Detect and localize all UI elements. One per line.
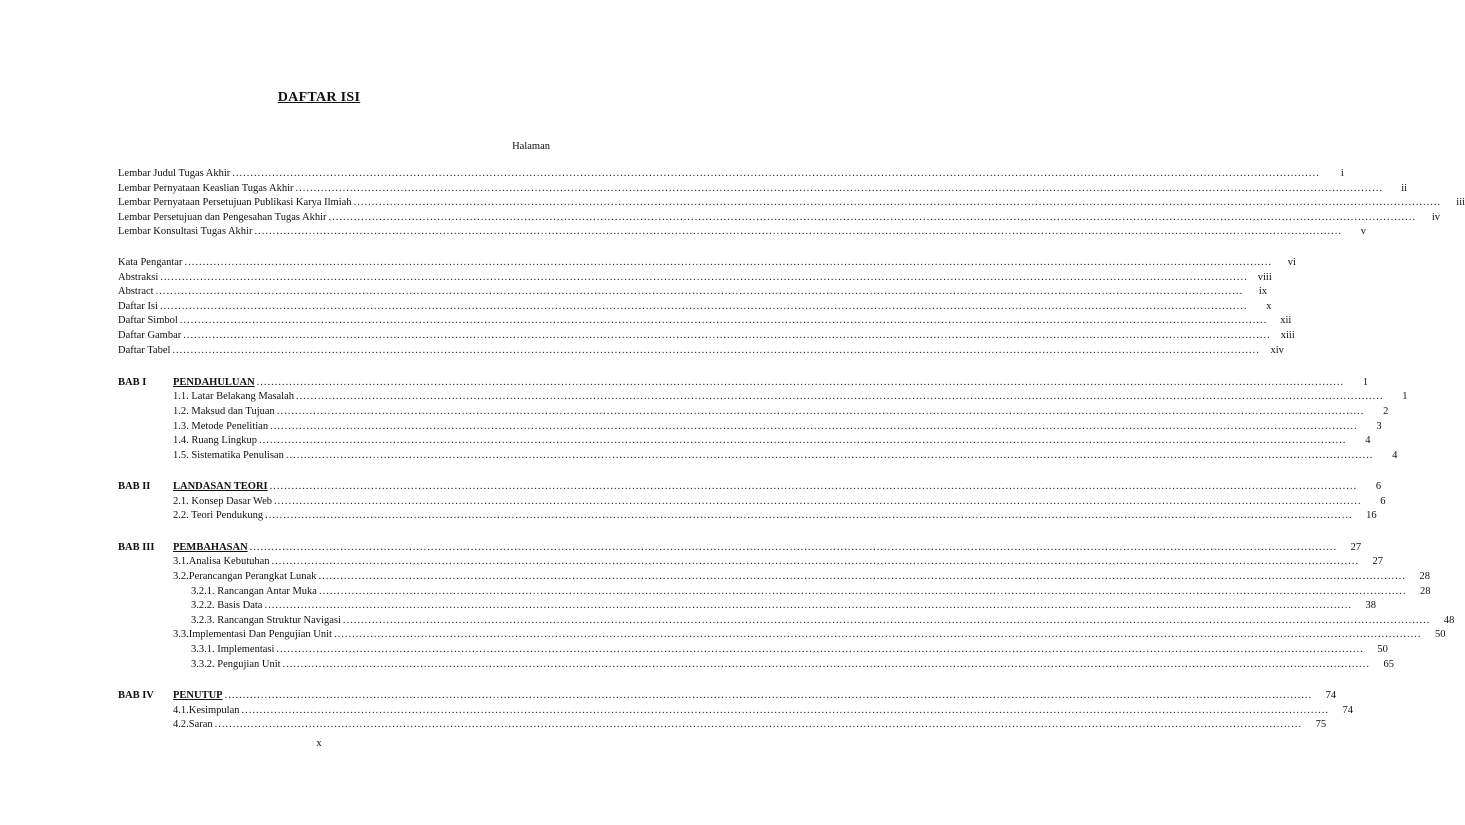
front-matter-entry [118,182,1408,196]
toc-entry-page: 4 [1392,449,1398,461]
toc-entry-label: Daftar Isi [118,300,158,312]
document-title: DAFTAR ISI [277,90,361,105]
section-entry [191,599,1376,613]
toc-entry-label: Daftar Gambar [118,330,182,342]
toc-entry-label: Daftar Tabel [118,344,171,356]
toc-entry-page: i [1340,168,1344,179]
preliminary-entry [118,314,1292,328]
dot-leader: ............................................................................................................................................................................................................................................................................................................ [342,614,1431,626]
chapter-number: BAB III [118,541,155,553]
dot-leader: ............................................................................................................................................................................................................................................................................................................ [249,541,1338,553]
preliminary-entry [118,344,1284,358]
chapter-number: BAB II [118,481,151,493]
front-matter-entry [118,211,1441,225]
toc-entry-label: 1.2. Maksud dan Tujuan [173,405,275,417]
toc-entry-page: 74 [1325,689,1337,701]
toc-entry-label: 1.5. Sistematika Penulisan [173,449,284,461]
dot-leader: ............................................................................................................................................................................................................................................................................................................ [295,182,1384,194]
preliminary-entry [118,329,1295,343]
section-entry [173,449,1398,463]
toc-entry-label: 3.2.Perancangan Perangkat Lunak [173,570,317,582]
dot-leader: ............................................................................................................................................................................................................................................................................................................ [318,585,1407,597]
toc-entry-page: 38 [1365,600,1376,612]
preliminary-entry [118,256,1296,270]
toc-entry-label: 3.2.2. Basis Data [191,600,263,612]
toc-entry-label: 4.1.Kesimpulan [173,704,240,716]
toc-entry-page: 3 [1376,420,1382,432]
chapter-title: LANDASAN TEORI [173,481,268,493]
dot-leader: ............................................................................................................................................................................................................................................................................................................ [328,211,1417,223]
toc-entry-label: 3.2.3. Rancangan Struktur Navigasi [191,614,341,626]
toc-entry-page: xiii [1280,330,1295,342]
toc-entry-label: Daftar Simbol [118,315,178,327]
section-entry [173,420,1382,434]
section-entry [173,718,1327,732]
toc-entry-label: 2.1. Konsep Dasar Web [173,495,272,507]
toc-entry-label: Abstraksi [118,271,159,283]
preliminary-entry [118,285,1268,299]
toc-entry-page: 16 [1366,510,1377,522]
toc-entry-page: 48 [1443,614,1455,626]
chapter-title: PENUTUP [173,689,223,701]
toc-entry-page: viii [1257,271,1272,283]
page-column-header: Halaman [512,141,550,152]
toc-entry-page: x [1266,300,1272,312]
toc-entry-label: Lembar Konsultasi Tugas Akhir [118,226,253,238]
toc-entry-label: Kata Pengantar [118,257,183,269]
toc-entry-label: Lembar Pernyataan Keaslian Tugas Akhir [118,182,294,194]
front-matter-entry [118,196,1465,210]
section-entry [173,390,1408,404]
toc-entry-page: 28 [1419,570,1430,582]
section-entry [173,628,1446,642]
dot-leader: ............................................................................................................................................................................................................................................................................................................ [333,629,1422,641]
dot-leader: ............................................................................................................................................................................................................................................................................................................ [232,168,1320,179]
toc-entry-label: 3.3.Implementasi Dan Pengujian Unit [173,629,332,641]
dot-leader: ............................................................................................................................................................................................................................................................................................................ [353,197,1442,209]
toc-entry-page: 2 [1383,405,1389,417]
dot-leader: ............................................................................................................................................................................................................................................................................................................ [172,344,1260,356]
dot-leader: ............................................................................................................................................................................................................................................................................................................ [224,689,1313,701]
dot-leader: ............................................................................................................................................................................................................................................................................................................ [265,510,1353,522]
toc-entry-page: 28 [1419,585,1431,597]
dot-leader: ............................................................................................................................................................................................................................................................................................................ [159,300,1248,312]
chapter-entry [173,689,1337,703]
dot-leader: ............................................................................................................................................................................................................................................................................................................ [276,405,1365,417]
toc-entry-page: 27 [1372,556,1384,568]
section-entry [191,643,1388,657]
dot-leader: ............................................................................................................................................................................................................................................................................................................ [256,376,1345,388]
section-entry [191,614,1455,628]
chapter-title: PENDAHULUAN [173,376,255,388]
toc-entry-label: Lembar Judul Tugas Akhir [118,168,231,179]
page-number: x [316,738,322,749]
toc-entry-label: Lembar Pernyataan Persetujuan Publikasi Karya Ilmiah [118,197,352,209]
toc-entry-page: 74 [1342,704,1353,716]
toc-entry-label: Lembar Persetujuan dan Pengesahan Tugas Akhir [118,211,327,223]
dot-leader: ............................................................................................................................................................................................................................................................................................................ [318,570,1406,582]
toc-entry-label: 3.3.1. Implementasi [191,643,275,655]
toc-entry-label: Abstract [118,286,154,298]
toc-entry-page: vi [1287,257,1296,269]
section-entry [173,555,1384,569]
front-matter-entry [118,167,1344,181]
toc-entry-label: 2.2. Teori Pendukung [173,510,264,522]
chapter-entry [173,376,1369,390]
dot-leader: ............................................................................................................................................................................................................................................................................................................ [184,257,1272,269]
toc-entry-page: iv [1431,211,1441,223]
dot-leader: ............................................................................................................................................................................................................................................................................................................ [160,271,1248,283]
toc-entry-page: 6 [1375,481,1382,493]
dot-leader: ............................................................................................................................................................................................................................................................................................................ [214,719,1303,731]
chapter-number: BAB I [118,376,147,388]
section-entry [173,704,1353,718]
section-entry [191,585,1431,599]
dot-leader: ............................................................................................................................................................................................................................................................................................................ [269,481,1358,493]
toc-entry-page: ii [1401,182,1408,194]
toc-entry-page: 27 [1350,541,1362,553]
toc-entry-page: iii [1456,197,1465,209]
dot-leader: ............................................................................................................................................................................................................................................................................................................ [270,420,1358,432]
toc-entry-label: 3.1.Analisa Kebutuhan [173,556,270,568]
section-entry [173,495,1386,509]
toc-entry-page: 1 [1362,376,1369,388]
dot-leader: ............................................................................................................................................................................................................................................................................................................ [285,449,1374,461]
toc-entry-label: 1.1. Latar Belakang Masalah [173,391,294,403]
toc-entry-page: 1 [1402,391,1408,403]
toc-entry-label: 1.3. Metode Penelitian [173,420,269,432]
toc-entry-page: 50 [1434,629,1446,641]
toc-entry-page: 65 [1383,658,1395,670]
section-entry [191,658,1395,672]
section-entry [173,570,1430,584]
chapter-number: BAB IV [118,689,154,701]
dot-leader: ............................................................................................................................................................................................................................................................................................................ [259,435,1347,447]
toc-entry-page: 6 [1380,495,1386,507]
chapter-entry [173,541,1362,555]
preliminary-entry [118,271,1272,285]
dot-leader: ............................................................................................................................................................................................................................................................................................................ [271,556,1360,568]
toc-entry-page: 75 [1315,719,1327,731]
toc-entry-page: 50 [1377,643,1388,655]
section-entry [173,509,1377,523]
dot-leader: ............................................................................................................................................................................................................................................................................................................ [254,226,1342,238]
toc-entry-page: xii [1280,315,1292,327]
dot-leader: ............................................................................................................................................................................................................................................................................................................ [276,643,1364,655]
toc-entry-label: 4.2.Saran [173,719,213,731]
section-entry [173,405,1389,419]
toc-entry-label: 3.3.2. Pengujian Unit [191,658,281,670]
toc-entry-label: 1.4. Ruang Lingkup [173,435,257,447]
toc-entry-page: 4 [1365,435,1371,447]
dot-leader: ............................................................................................................................................................................................................................................................................................................ [296,391,1384,403]
toc-entry-page: v [1360,226,1366,238]
toc-entry-label: 3.2.1. Rancangan Antar Muka [191,585,317,597]
dot-leader: ............................................................................................................................................................................................................................................................................................................ [183,330,1271,342]
toc-entry-page: ix [1258,286,1268,298]
toc-entry-page: xiv [1270,344,1284,356]
dot-leader: ............................................................................................................................................................................................................................................................................................................ [179,315,1268,327]
chapter-title: PEMBAHASAN [173,541,248,553]
dot-leader: ............................................................................................................................................................................................................................................................................................................ [282,658,1371,670]
dot-leader: ............................................................................................................................................................................................................................................................................................................ [273,495,1362,507]
preliminary-entry [118,300,1272,314]
front-matter-entry [118,225,1366,239]
chapter-entry [173,480,1382,494]
dot-leader: ............................................................................................................................................................................................................................................................................................................ [264,600,1352,612]
section-entry [173,434,1371,448]
dot-leader: ............................................................................................................................................................................................................................................................................................................ [155,286,1244,298]
dot-leader: ............................................................................................................................................................................................................................................................................................................ [241,704,1329,716]
